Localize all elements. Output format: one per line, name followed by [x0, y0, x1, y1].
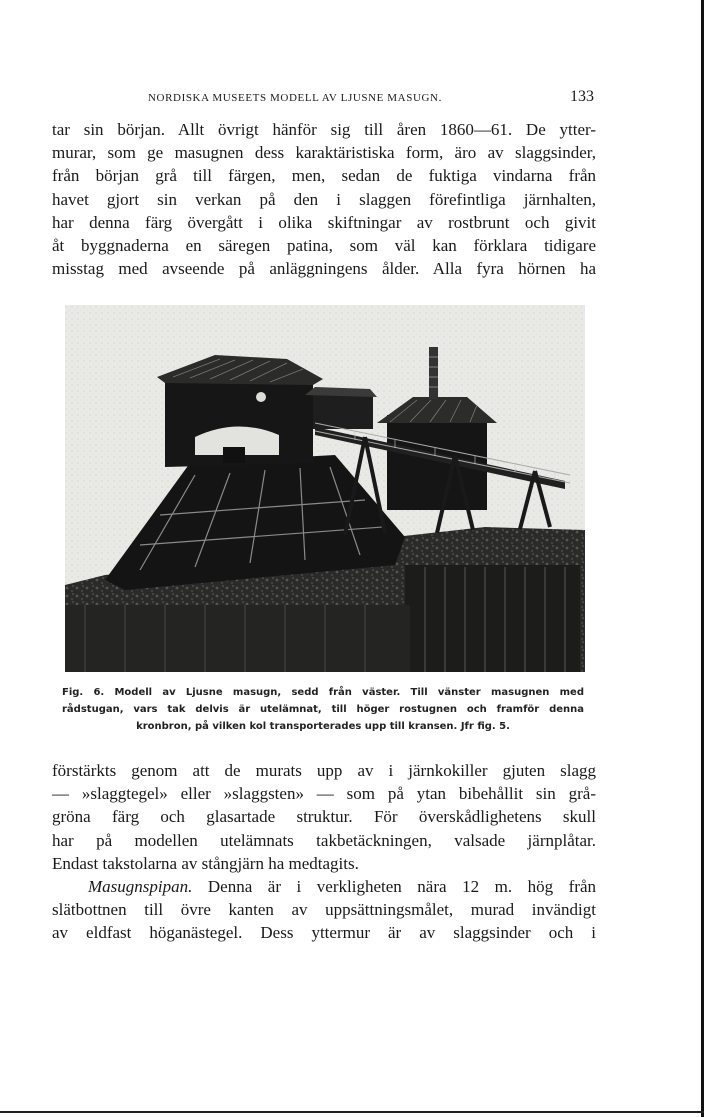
paragraph-3-first-line-text: Denna är i verkligheten nära 12 m. hög från: [192, 877, 596, 896]
section-heading-masugnspipan: Masugnspipan.: [88, 877, 193, 896]
paragraph-1-line: havet gjort sin verkan på den i slaggen förefintliga järnhalten,: [52, 189, 596, 209]
running-head: [52, 88, 600, 110]
caption-line: Fig. 6. Modell av Ljusne masugn, sedd från väster. Till vänster masugnen med: [62, 687, 584, 698]
figure-photograph: [65, 305, 585, 672]
running-title: NORDISKA MUSEETS MODELL AV LJUSNE MASUGN.: [148, 92, 442, 104]
paragraph-3-line: av eldfast höganästegel. Dess yttermur är av slaggsinder och i: [52, 923, 596, 943]
page-edge-bottom: [0, 1111, 704, 1113]
paragraph-1-line: misstag med avseende på anläggningens ålder. Alla fyra hörnen ha: [52, 259, 596, 279]
paragraph-3-line: slätbottnen till övre kanten av uppsättningsmålet, murad invändigt: [52, 900, 596, 920]
caption-line: kronbron, på vilken kol transporterades upp till kransen. Jfr fig. 5.: [136, 721, 510, 732]
figure-caption: [62, 684, 584, 735]
paragraph-3-first-line: [52, 875, 596, 898]
caption-line: rådstugan, vars tak delvis är utelämnat, till höger rostugnen och framför denna: [62, 704, 584, 715]
paragraph-2-line: förstärkts genom att de murats upp av i järnkokiller gjuten slagg: [52, 761, 596, 780]
paragraph-2-line: — »slaggtegel» eller »slaggsten» — som på ytan bibehållit sin grå-: [52, 784, 596, 804]
page-number: 133: [570, 88, 594, 105]
paragraph-2-line: Endast takstolarna av stångjärn ha medtagits.: [52, 853, 359, 873]
paragraph-1-line: har denna färg övergått i olika skiftningar av rostbrunt och givit: [52, 212, 596, 232]
paragraph-1-line: från början grå till färgen, men, sedan de fuktiga vindarna från: [52, 166, 596, 186]
paragraph-1-line: tar sin början. Allt övrigt hänför sig till åren 1860—61. De ytter-: [52, 120, 596, 139]
blast-furnace-model-photo: [65, 305, 585, 672]
paragraph-1-line: åt byggnaderna en säregen patina, som väl kan förklara tidigare: [52, 236, 596, 256]
paragraph-3: [52, 875, 596, 945]
paragraph-1-line: murar, som ge masugnen dess karaktäristiska form, äro av slaggsinder,: [52, 143, 596, 163]
paragraph-1: [52, 118, 596, 280]
paragraph-2: [52, 759, 596, 875]
paragraph-2-line: har på modellen utelämnats takbetäckningen, valsade järnplåtar.: [52, 830, 596, 850]
paragraph-2-line: gröna färg och glasartade struktur. För överskådlighetens skull: [52, 807, 596, 827]
